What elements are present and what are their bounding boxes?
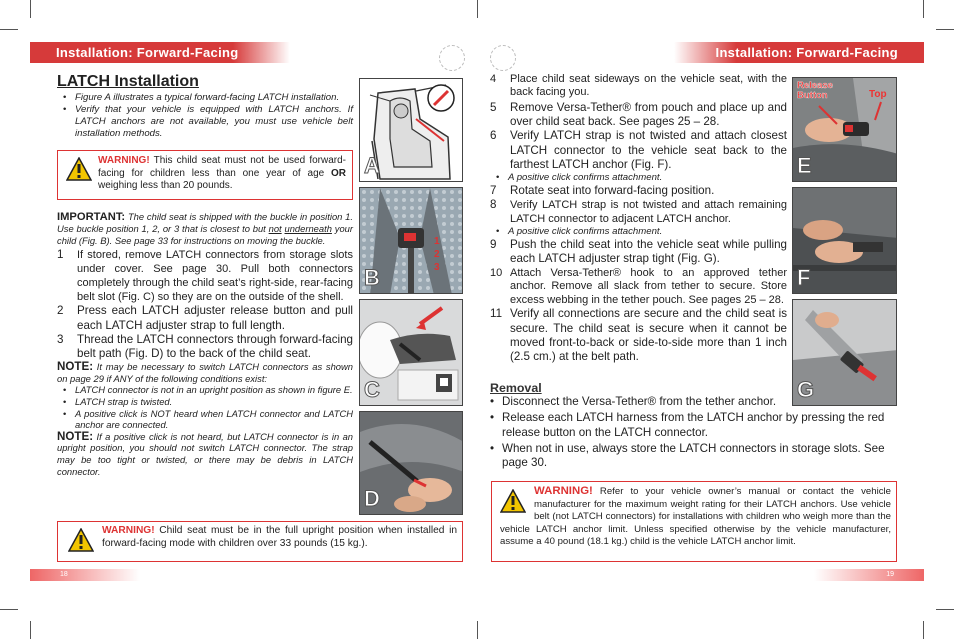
warning-box-upright: WARNING! Child seat must be in the full upright position when installed in forward-facing mode with children over 33 pounds (15 kg.). bbox=[57, 521, 463, 562]
crop-mark bbox=[923, 621, 924, 639]
figure-e: Release Button Top E bbox=[792, 77, 897, 182]
warning-icon bbox=[68, 528, 94, 552]
figure-c: C bbox=[359, 299, 463, 406]
step-4: 4 Place child seat sideways on the vehicle seat, with the back facing you. bbox=[490, 73, 787, 98]
crop-mark bbox=[0, 609, 18, 610]
figure-g: G bbox=[792, 299, 897, 406]
figure-f: F bbox=[792, 187, 897, 294]
removal-item: • When not in use, always store the LATCH connectors in storage slots. See page 30. bbox=[490, 441, 885, 470]
buckle-position-2: 2 bbox=[434, 249, 440, 260]
note-bullet: • A positive click is NOT heard when LATCH connector and LATCH anchor are connected. bbox=[63, 407, 353, 431]
crop-mark bbox=[936, 609, 954, 610]
buckle-position-1: 1 bbox=[434, 236, 440, 247]
warning-box-latch-limit: WARNING! Refer to your vehicle owner’s manual or contact the vehicle manufacturer for the maximum weight rating for their LATCH anchors. Use vehicle belt (not LATCH connectors) for installations with children who weigh more than the vehicle LATCH anchor limit. Unless specified otherwise by the vehicle manufacturer, assume a 40 pound (18.1 kg.) child is the vehicle LATCH anchor limit. bbox=[491, 481, 897, 562]
step-2: 2 Press each LATCH adjuster release button and pull each LATCH adjuster strap to full length. bbox=[57, 304, 353, 332]
removal-heading: Removal bbox=[490, 381, 542, 395]
right-section-header: Installation: Forward-Facing bbox=[674, 42, 924, 63]
step-6: 6 Verify LATCH strap is not twisted and attach closest LATCH connector to the vehicle seat back to the farthest LATCH anchor (Fig. F). bbox=[490, 129, 787, 171]
right-column bbox=[490, 73, 787, 364]
spine-mark bbox=[477, 0, 478, 18]
page-title: LATCH Installation bbox=[57, 73, 199, 90]
step-11: 11 Verify all connections are secure and the child seat is secure. The child seat is secure when it cannot be moved front-to-back or side-to-side more than 1 inch (2.5 cm.) at the belt path. bbox=[490, 307, 787, 364]
note-positive-click: NOTE: If a positive click is not heard, but LATCH connector is in an upright position, you should not switch LATCH connector. The strap may be too tight or twisted, or there may be debris in LATCH connector. bbox=[57, 429, 353, 477]
warning-box-age: WARNING! This child seat must not be used forward-facing for children less than one year of age OR weighing less than 20 pounds. bbox=[57, 150, 353, 200]
intro-bullet: • Figure A illustrates a typical forward-facing LATCH installation. bbox=[63, 92, 340, 104]
crop-mark bbox=[923, 0, 924, 18]
step-5: 5 Remove Versa-Tether® from pouch and place up and over child seat back. See pages 25 – 28. bbox=[490, 101, 787, 129]
left-body bbox=[57, 203, 353, 477]
important-note: IMPORTANT: The child seat is shipped with the buckle in position 1. Use buckle position 1, 2, or 3 that is closest to but not underneath your child (Fig. B). See page 33 for instructions on moving the buckle. bbox=[57, 211, 353, 247]
registration-mark bbox=[439, 45, 465, 71]
removal-item: • Disconnect the Versa-Tether® from the tether anchor. bbox=[490, 395, 777, 409]
top-label: Top bbox=[869, 89, 887, 100]
step-3: 3 Thread the LATCH connectors through forward-facing belt path (Fig. D) to the back of the child seat. bbox=[57, 332, 353, 361]
crop-mark bbox=[936, 29, 954, 30]
warning-icon bbox=[66, 157, 92, 181]
left-column bbox=[57, 73, 353, 139]
crop-mark bbox=[0, 29, 18, 30]
step-1: 1 If stored, remove LATCH connectors from storage slots under cover. See page 30. Pull both connectors completely through the child seat’s right-side, rear-facing belt slot (Fig. C) so they are on the outside of the shell. bbox=[57, 247, 353, 304]
note-bullet: • LATCH strap is twisted. bbox=[63, 396, 173, 408]
spine-mark bbox=[477, 621, 478, 639]
step-9: 9 Push the child seat into the vehicle seat while pulling each LATCH adjuster strap tight (Fig. G). bbox=[490, 238, 787, 266]
note-switch-connectors: NOTE: It may be necessary to switch LATCH connectors as shown on page 29 if ANY of the following conditions exist: bbox=[57, 360, 353, 384]
step-8: 8 Verify LATCH strap is not twisted and attach remaining LATCH connector to adjacent LATCH anchor. bbox=[490, 198, 787, 226]
left-section-header: Installation: Forward-Facing bbox=[30, 42, 290, 63]
figure-b: 1 2 3 B bbox=[359, 187, 463, 294]
note-bullet: • LATCH connector is not in an upright position as shown in figure E. bbox=[63, 384, 353, 396]
registration-mark bbox=[490, 45, 516, 71]
removal-item: • Release each LATCH harness from the LATCH anchor by pressing the red release button on the LATCH connector. bbox=[490, 411, 885, 439]
step-7: 7 Rotate seat into forward-facing position. bbox=[490, 183, 715, 197]
crop-mark bbox=[30, 621, 31, 639]
step-10: 10 Attach Versa-Tether® hook to an approved tether anchor. Remove all slack from tether to secure. Store excess webbing in the tether pouch. See pages 25 – 28. bbox=[490, 266, 787, 306]
warning-icon bbox=[500, 489, 526, 513]
crop-mark bbox=[30, 0, 31, 18]
figure-d: D bbox=[359, 411, 463, 515]
page-number-left: 18 bbox=[30, 569, 140, 581]
buckle-position-3: 3 bbox=[434, 262, 440, 273]
release-button-label: Release Button bbox=[797, 80, 833, 101]
figure-a: A bbox=[359, 78, 463, 182]
click-note: • A positive click confirms attachment. bbox=[496, 226, 663, 238]
click-note: • A positive click confirms attachment. bbox=[496, 172, 663, 184]
intro-bullet: • Verify that your vehicle is equipped with LATCH anchors. If LATCH anchors are not available, you must use vehicle belt installation methods. bbox=[63, 104, 353, 139]
page-number-right: 19 bbox=[814, 569, 924, 581]
